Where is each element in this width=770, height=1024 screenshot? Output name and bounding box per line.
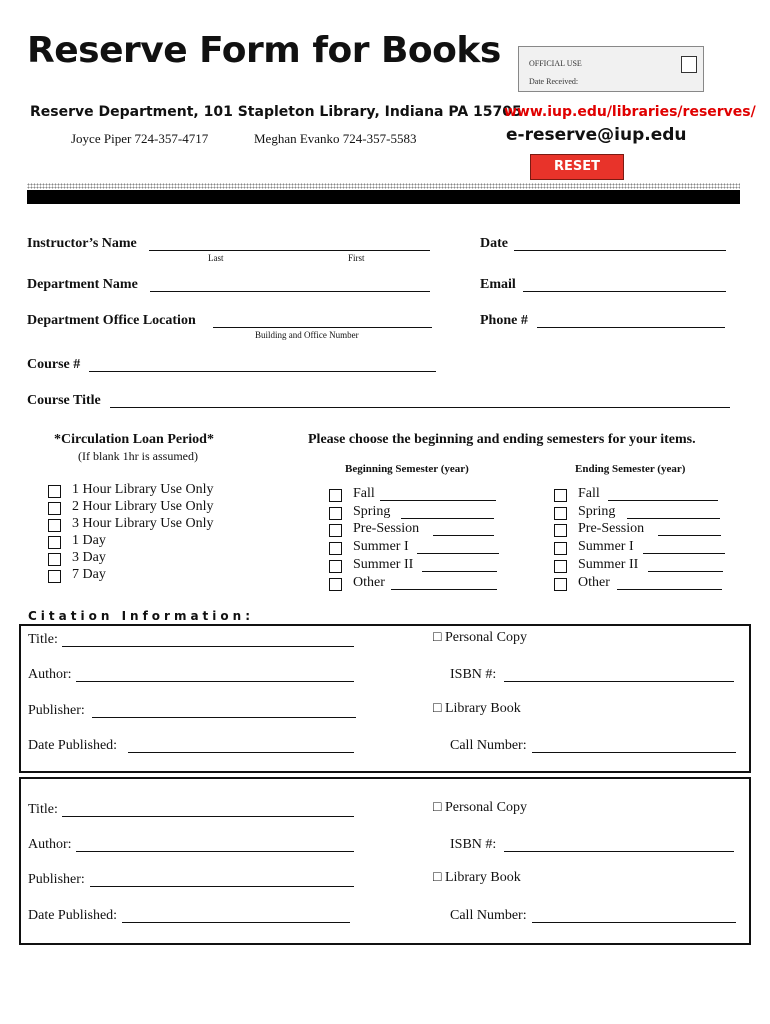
course-number-label: Course # (27, 357, 81, 372)
publisher-label: Publisher: (28, 872, 85, 887)
call-number-field[interactable] (532, 908, 736, 923)
instructor-name-label: Instructor’s Name (27, 236, 137, 251)
email-label: Email (480, 277, 516, 292)
date-field[interactable] (514, 236, 726, 251)
semester-checkbox[interactable] (554, 507, 567, 520)
ending-semester-label: Ending Semester (year) (575, 463, 686, 475)
call-number-field[interactable] (532, 738, 736, 753)
semester-checkbox[interactable] (329, 524, 342, 537)
loan-checkbox[interactable] (48, 553, 61, 566)
department-office-label: Department Office Location (27, 313, 196, 328)
date-published-field[interactable] (128, 738, 354, 753)
department-office-field[interactable] (213, 313, 432, 328)
semester-checkbox[interactable] (554, 560, 567, 573)
phone-field[interactable] (537, 313, 725, 328)
email-address[interactable]: e-reserve@iup.edu (506, 125, 687, 145)
semester-year-field[interactable] (608, 486, 718, 501)
personal-copy-option[interactable]: □ Personal Copy (433, 800, 528, 815)
page-title: Reserve Form for Books (27, 30, 501, 71)
loan-checkbox[interactable] (48, 485, 61, 498)
instructor-name-field[interactable] (149, 236, 430, 251)
semester-year-field[interactable] (648, 557, 723, 572)
semester-checkbox[interactable] (554, 578, 567, 591)
call-number-label: Call Number: (450, 738, 527, 753)
semester-checkbox[interactable] (554, 524, 567, 537)
loan-checkbox[interactable] (48, 570, 61, 583)
building-office-label: Building and Office Number (255, 330, 359, 340)
loan-checkbox[interactable] (48, 519, 61, 532)
official-use-label: OFFICIAL USE (529, 59, 582, 68)
publisher-field[interactable] (92, 703, 356, 718)
contact-meghan: Meghan Evanko 724-357-5583 (254, 131, 417, 146)
date-label: Date (480, 236, 508, 251)
citation-panel-1 (19, 624, 751, 773)
reset-button[interactable]: RESET (530, 154, 624, 180)
citation-heading: Citation Information: (28, 609, 254, 623)
loan-period-note: (If blank 1hr is assumed) (78, 449, 198, 463)
course-number-field[interactable] (89, 357, 436, 372)
semester-year-field[interactable] (422, 557, 497, 572)
website-link[interactable]: www.iup.edu/libraries/reserves/ (504, 104, 756, 120)
semester-checkbox[interactable] (554, 542, 567, 555)
semester-checkbox[interactable] (329, 507, 342, 520)
author-label: Author: (28, 837, 72, 852)
email-field[interactable] (523, 277, 726, 292)
loan-period-heading: *Circulation Loan Period* (54, 432, 214, 447)
phone-label: Phone # (480, 313, 528, 328)
course-title-label: Course Title (27, 393, 101, 408)
library-book-option[interactable]: □ Library Book (433, 701, 521, 716)
call-number-label: Call Number: (450, 908, 527, 923)
date-published-field[interactable] (122, 908, 350, 923)
isbn-field[interactable] (504, 667, 734, 682)
loan-checkbox[interactable] (48, 536, 61, 549)
semester-checkbox[interactable] (329, 578, 342, 591)
isbn-field[interactable] (504, 837, 734, 852)
date-received-label: Date Received: (529, 77, 579, 86)
personal-copy-option[interactable]: □ Personal Copy (433, 630, 528, 645)
loan-checkbox[interactable] (48, 502, 61, 515)
semester-year-field[interactable] (391, 575, 497, 590)
title-field[interactable] (62, 632, 354, 647)
semester-year-field[interactable] (617, 575, 722, 590)
publisher-label: Publisher: (28, 703, 85, 718)
date-published-label: Date Published: (28, 738, 118, 753)
semester-checkbox[interactable] (329, 542, 342, 555)
isbn-label: ISBN #: (450, 667, 497, 682)
semesters-heading: Please choose the beginning and ending semesters for your items. (308, 432, 696, 447)
semester-year-field[interactable] (627, 504, 720, 519)
date-published-label: Date Published: (28, 908, 118, 923)
library-book-option[interactable]: □ Library Book (433, 870, 521, 885)
department-name-label: Department Name (27, 277, 138, 292)
semester-year-field[interactable] (433, 521, 494, 536)
title-label: Title: (28, 632, 58, 647)
dotted-divider (27, 183, 740, 189)
department-name-field[interactable] (150, 277, 430, 292)
semester-checkbox[interactable] (554, 489, 567, 502)
semester-checkbox[interactable] (329, 560, 342, 573)
semester-year-field[interactable] (658, 521, 721, 536)
address: Reserve Department, 101 Stapleton Library, Indiana PA 15705 (30, 104, 522, 120)
citation-panel-2 (19, 777, 751, 945)
black-divider (27, 190, 740, 204)
author-field[interactable] (76, 667, 354, 682)
first-label: First (348, 253, 365, 263)
semester-year-field[interactable] (417, 539, 499, 554)
title-field[interactable] (62, 802, 354, 817)
publisher-field[interactable] (90, 872, 354, 887)
contact-joyce: Joyce Piper 724-357-4717 (71, 131, 209, 146)
title-label: Title: (28, 802, 58, 817)
official-use-box (518, 46, 704, 92)
semester-checkbox[interactable] (329, 489, 342, 502)
author-label: Author: (28, 667, 72, 682)
author-field[interactable] (76, 837, 354, 852)
semester-year-field[interactable] (401, 504, 494, 519)
semester-year-field[interactable] (643, 539, 725, 554)
course-title-field[interactable] (110, 393, 730, 408)
beginning-semester-label: Beginning Semester (year) (345, 463, 469, 475)
official-use-checkbox[interactable] (681, 56, 697, 73)
semester-year-field[interactable] (380, 486, 496, 501)
last-label: Last (208, 253, 224, 263)
isbn-label: ISBN #: (450, 837, 497, 852)
